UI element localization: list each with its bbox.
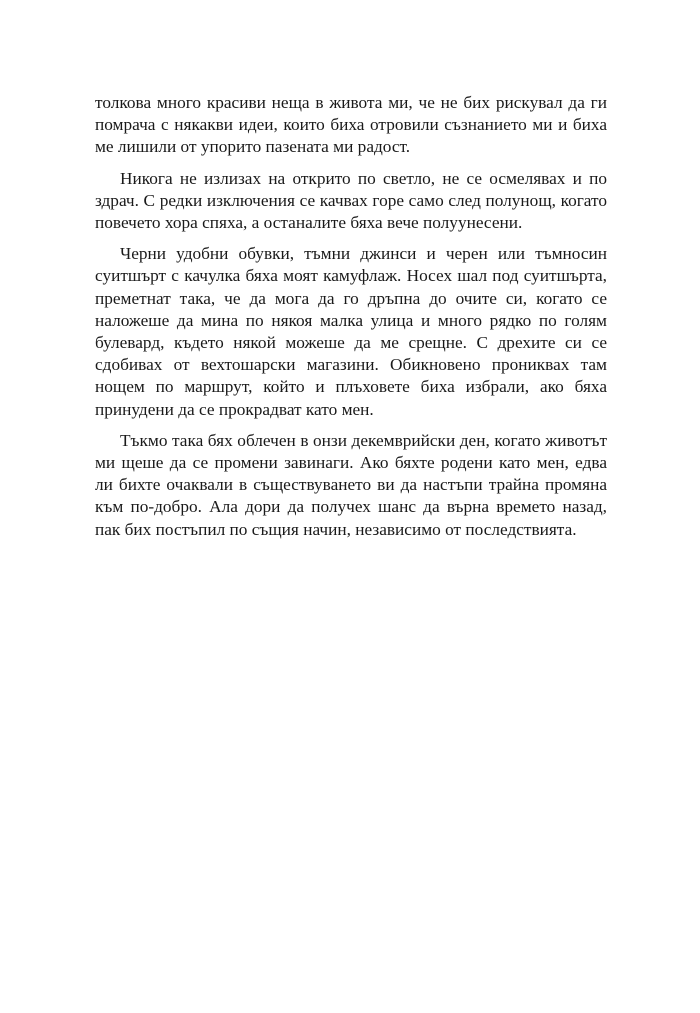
paragraph-4: Тъкмо така бях облечен в онзи декемврийски ден, когато животът ми щеше да се промени завинаги. Ако бяхте родени като мен, едва ли бихте очаквали в съществуването ви да настъпи трайна промяна към по-добро. Ала дори да получех шанс да върна времето назад, пак бих постъпил по същия начин, независимо от последствията. xyxy=(95,430,607,539)
body-text xyxy=(95,92,607,541)
paragraph-2: Никога не излизах на открито по светло, не се осмелявах и по здрач. С редки изключения се качвах горе само след полунощ, когато повечето хора спяха, а останалите бяха вече полуунесени. xyxy=(95,168,607,233)
paragraph-1: толкова много красиви неща в живота ми, че не бих рискувал да ги помрача с някакви идеи, които биха отровили съзнанието ми и биха ме лишили от упорито пазената ми радост. xyxy=(95,93,607,157)
paragraph-3: Черни удобни обувки, тъмни джинси и черен или тъмносин суитшърт с качулка бяха моят камуфлаж. Носех шал под суитшърта, преметнат така, че да мога да го дръпна до очите си, когато се наложеше да мина по някоя малка улица и много рядко по голям булевард, където някой можеше да ме срещне. С дрехите си се сдобивах от вехтошарски магазини. Обикновено прониквах там нощем по маршрут, който и плъховете биха избрали, ако бяха принудени да се прокрадват като мен. xyxy=(95,244,607,419)
